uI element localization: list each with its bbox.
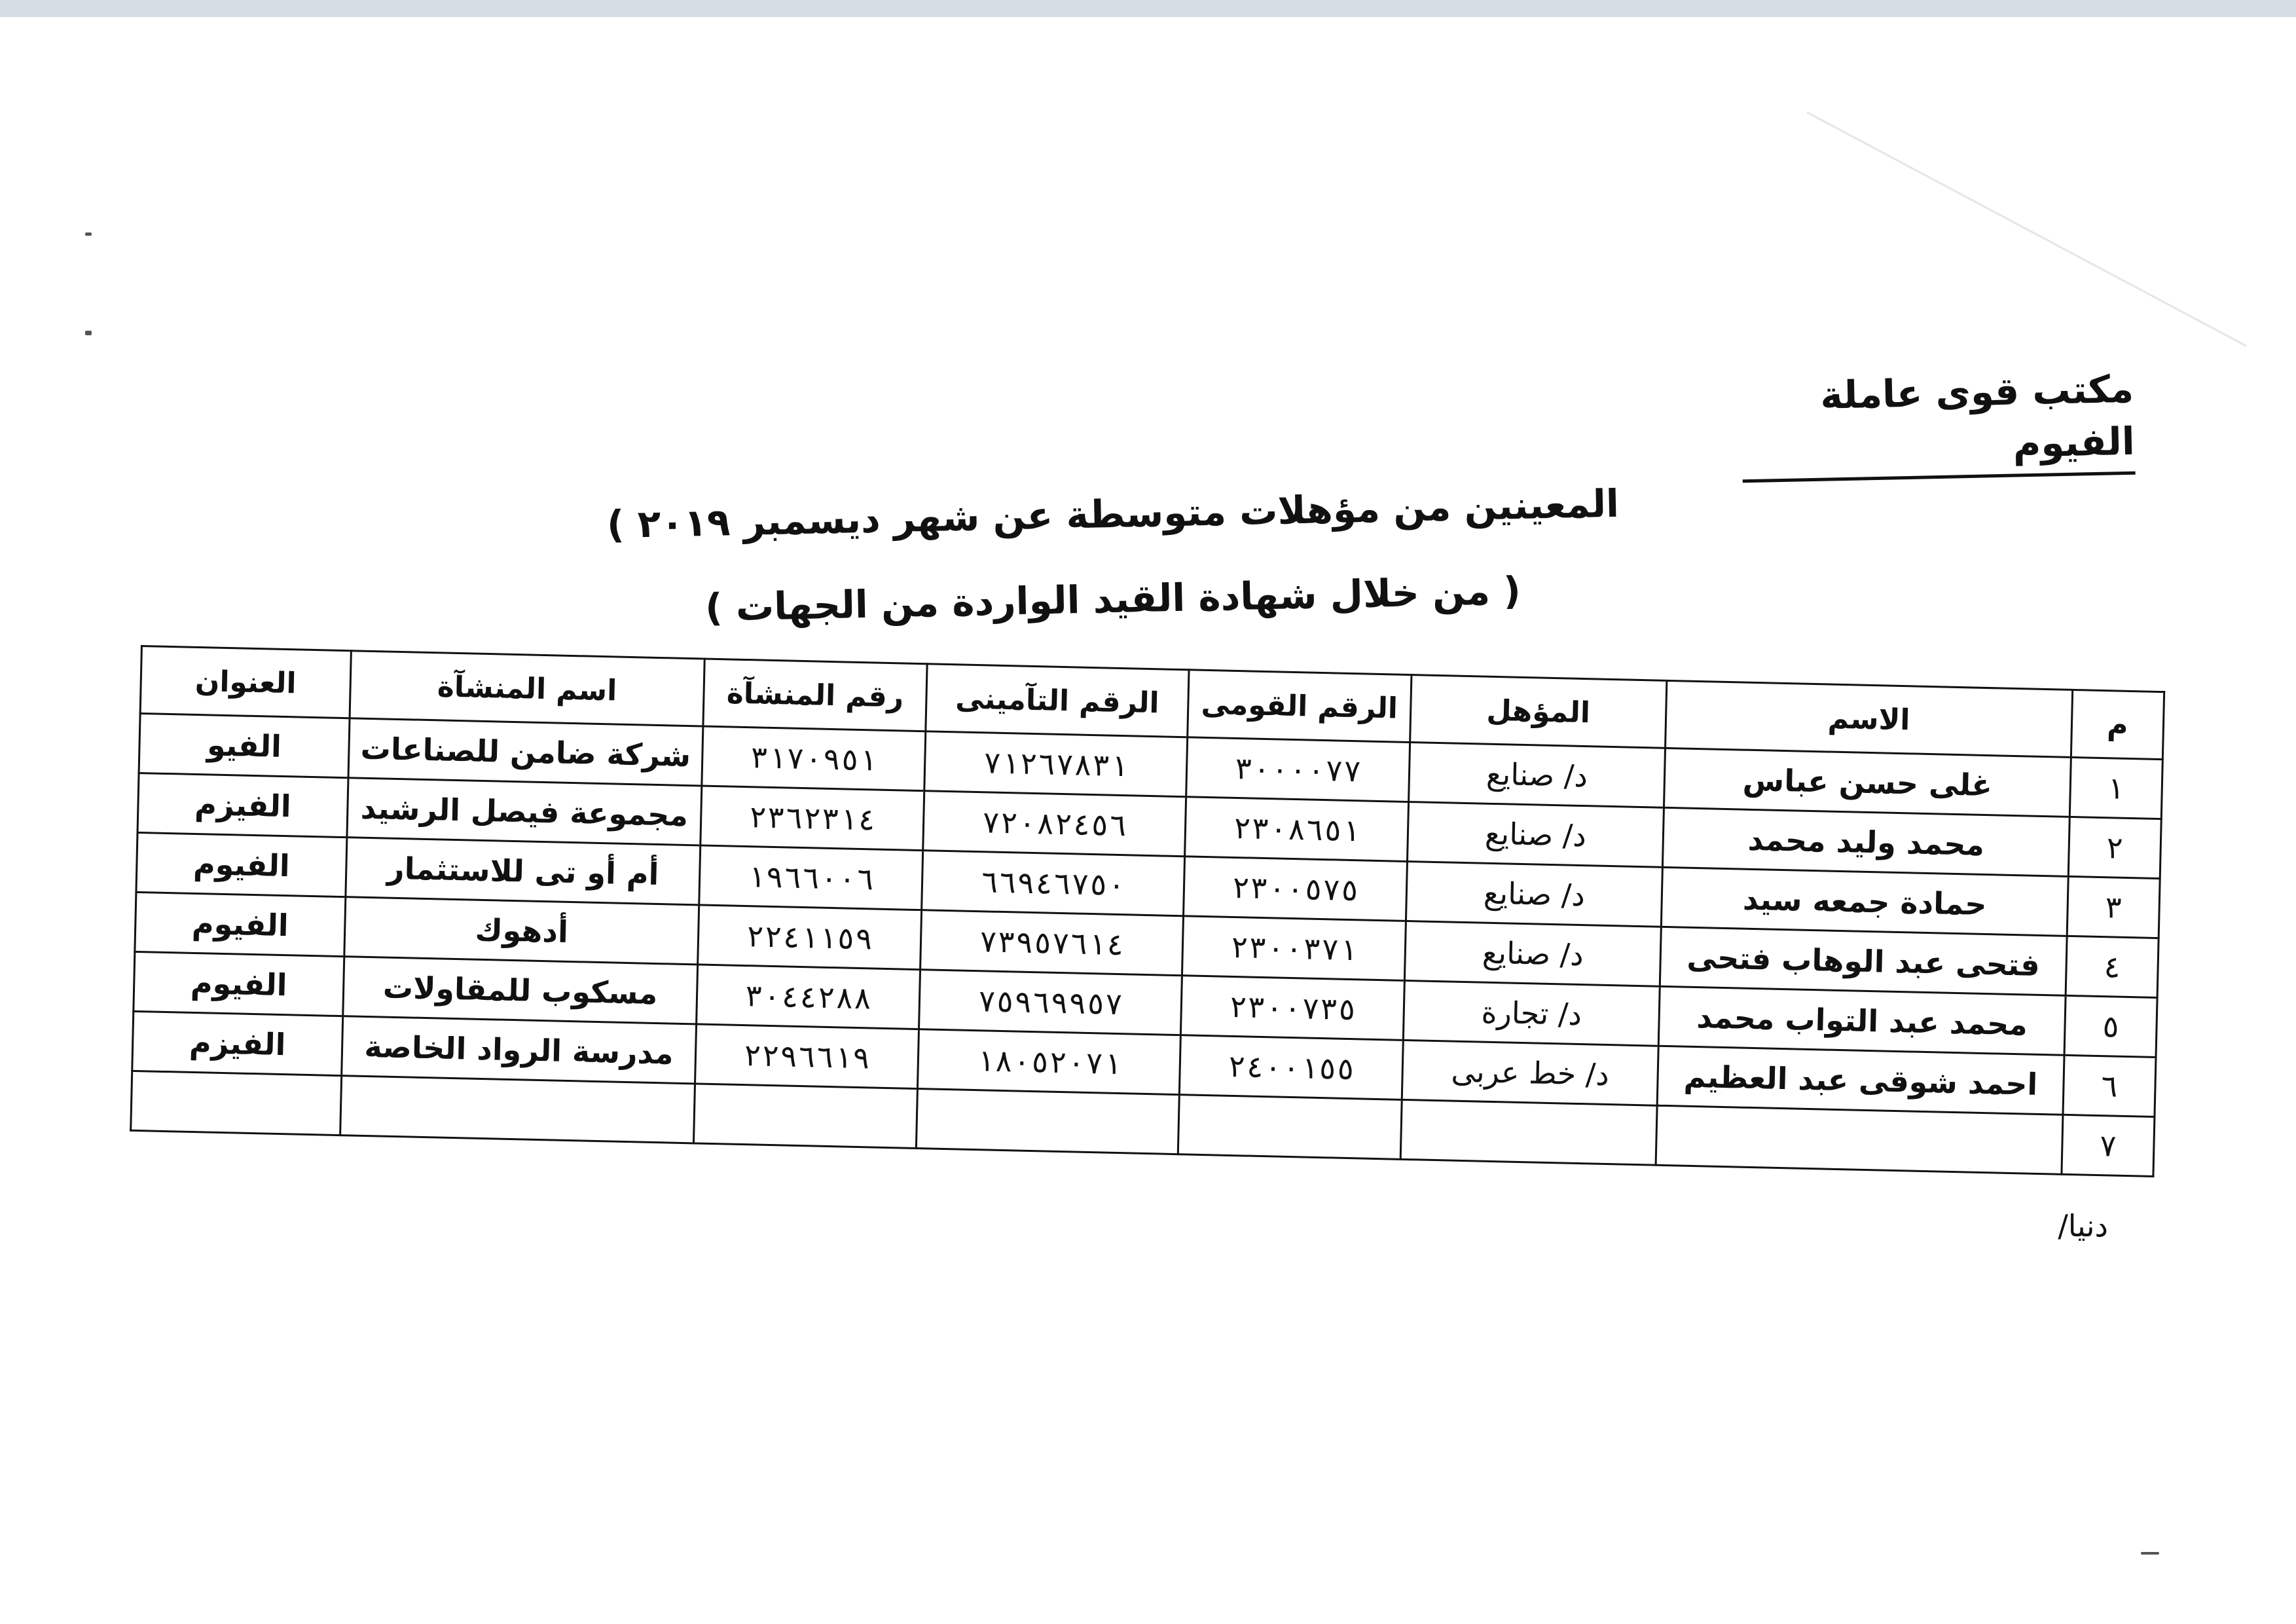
row-address — [131, 1071, 342, 1135]
row-establishment-no: ٣١٧٠٩٥١ — [702, 726, 926, 791]
paper-fold-line — [1806, 111, 2246, 346]
row-qualification: د/ صنايع — [1409, 743, 1666, 808]
row-idx: ٦ — [2063, 1055, 2156, 1116]
header-address: العنوان — [140, 646, 351, 718]
row-national-id: ٢٣٠٠٥٧٥ — [1184, 857, 1408, 921]
row-address: الفيوم — [135, 892, 346, 956]
row-address: الفيوم — [136, 832, 347, 896]
row-name: فتحى عبد الوهاب فتحى — [1660, 927, 2067, 995]
row-qualification: د/ صنايع — [1406, 861, 1662, 927]
header-establishment-no: رقم المنشآة — [703, 659, 927, 731]
row-establishment-name: أم أو تى للاستثمار — [346, 838, 701, 905]
row-national-id: ٢٤٠٠١٥٥ — [1179, 1035, 1403, 1100]
signature-note: دنيا/ — [2058, 1208, 2108, 1244]
row-establishment-name: أدهوك — [344, 897, 699, 965]
row-name: حمادة جمعه سيد — [1661, 867, 2068, 936]
row-address: الفيوم — [134, 951, 344, 1016]
header-qualification: المؤهل — [1410, 675, 1667, 748]
row-establishment-name: مدرسة الرواد الخاصة — [342, 1016, 697, 1084]
row-qualification — [1400, 1099, 1657, 1165]
scan-speck — [85, 232, 92, 236]
row-insurance-no: ٦٦٩٤٦٧٥٠ — [922, 851, 1185, 916]
row-insurance-no: ٧١٢٦٧٨٣١ — [924, 731, 1188, 797]
row-qualification: د/ صنايع — [1408, 802, 1664, 867]
scan-speck — [2141, 1552, 2159, 1555]
row-address: الفيزم — [132, 1011, 343, 1075]
row-idx: ٧ — [2062, 1115, 2155, 1176]
row-national-id: ٢٣٠٨٦٥١ — [1185, 797, 1409, 862]
header-establishment-name: اسم المنشآة — [350, 651, 704, 726]
document-subtitle: ( من خلال شهادة القيد الواردة من الجهات ) — [704, 568, 1522, 631]
row-address: الفيزم — [137, 773, 348, 837]
row-name: احمد شوقى عبد العظيم — [1657, 1046, 2064, 1115]
row-qualification: د/ خط عربى — [1402, 1040, 1658, 1105]
row-idx: ٢ — [2068, 817, 2161, 878]
row-establishment-no: ٣٠٤٤٢٨٨ — [697, 965, 920, 1029]
row-name: محمد وليد محمد — [1662, 807, 2069, 876]
row-establishment-name: شركة ضامن للصناعات — [348, 718, 703, 786]
row-insurance-no: ٧٢٠٨٢٤٥٦ — [923, 791, 1186, 857]
row-name: غلى حسن عباس — [1664, 748, 2071, 817]
header-insurance-no: الرقم التآمينى — [926, 664, 1189, 737]
header-national-id: الرقم القومى — [1188, 670, 1412, 743]
header-idx: م — [2071, 690, 2164, 759]
row-qualification: د/ صنايع — [1404, 921, 1661, 986]
office-title: مكتب قوى عاملة الفيوم — [1740, 363, 2135, 483]
row-establishment-no: ٢٣٦٢٣١٤ — [701, 786, 924, 851]
row-national-id: ٢٣٠٠٧٣٥ — [1180, 976, 1404, 1041]
row-establishment-name: مسكوب للمقاولات — [343, 957, 698, 1024]
row-establishment-no: ٢٢٤١١٥٩ — [698, 905, 922, 970]
roster-table — [130, 645, 2165, 1177]
row-insurance-no: ١٨٠٥٢٠٧١ — [917, 1029, 1180, 1095]
row-establishment-no: ١٩٦٦٠٠٦ — [699, 845, 923, 910]
row-name: محمد عبد التواب محمد — [1658, 986, 2066, 1055]
scan-top-band — [0, 0, 2296, 17]
document-title: المعينين من مؤهلات متوسطة عن شهر ديسمبر ٢٠١٩ ) — [606, 481, 1620, 547]
row-insurance-no — [916, 1089, 1179, 1154]
row-establishment-name — [340, 1076, 695, 1143]
row-insurance-no: ٧٥٩٦٩٩٥٧ — [919, 970, 1182, 1035]
row-national-id: ٣٠٠٠٠٧٧ — [1186, 737, 1410, 802]
row-national-id: ٢٣٠٠٣٧١ — [1182, 916, 1406, 981]
row-national-id — [1178, 1095, 1402, 1160]
row-establishment-no — [693, 1084, 917, 1149]
row-insurance-no: ٧٣٩٥٧٦١٤ — [920, 910, 1184, 976]
row-idx: ٣ — [2067, 876, 2160, 938]
row-qualification: د/ تجارة — [1403, 980, 1660, 1046]
scan-speck — [85, 331, 92, 335]
row-establishment-no: ٢٢٩٦٦١٩ — [695, 1024, 919, 1089]
header-name: الاسم — [1666, 680, 2073, 757]
roster-table-wrapper — [130, 645, 2163, 1177]
row-name — [1656, 1105, 2063, 1174]
row-establishment-name: مجموعة فيصل الرشيد — [347, 778, 702, 845]
row-idx: ٥ — [2064, 995, 2157, 1057]
row-idx: ١ — [2069, 757, 2162, 819]
row-address: الفيو — [139, 714, 350, 778]
row-idx: ٤ — [2066, 936, 2159, 997]
